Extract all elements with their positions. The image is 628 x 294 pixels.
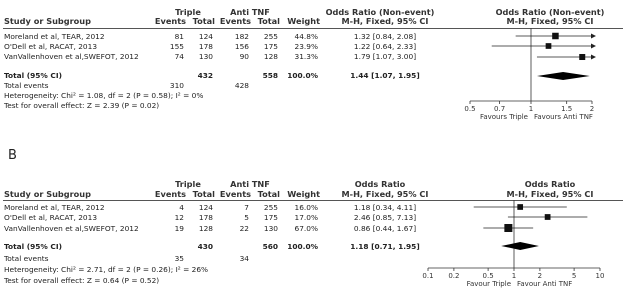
heterogeneity-text: Heterogeneity: Chi² = 2.71, df = 2 (P = 0.26); I² = 26% <box>4 265 209 274</box>
total2-header: Total <box>257 16 280 26</box>
weight: 44.8% <box>294 32 318 41</box>
overall-effect-text: Test for overall effect: Z = 2.39 (P = 0.02) <box>4 101 160 110</box>
total1-sum: 430 <box>197 242 213 251</box>
total-weight: 100.0% <box>287 71 318 80</box>
overall-effect-text: Test for overall effect: Z = 0.64 (P = 0.52) <box>4 276 160 285</box>
total2-header: Total <box>257 189 280 199</box>
or-column-title: Odds Ratio <box>354 179 406 189</box>
events2: 90 <box>239 52 249 61</box>
x-tick-label: 0.5 <box>464 105 476 113</box>
x-tick-label: 1.5 <box>561 105 573 113</box>
total1: 128 <box>198 224 213 233</box>
x-tick-label: 0.1 <box>422 272 434 280</box>
pooled-diamond <box>537 72 590 80</box>
odds-ratio-ci: 2.46 [0.85, 7.13] <box>353 213 417 222</box>
study-point <box>517 204 523 210</box>
events1-header: Events <box>154 189 186 199</box>
group2-label: Anti TNF <box>230 7 270 17</box>
weight-header: Weight <box>287 16 320 26</box>
study-name: O'Dell et al, RACAT, 2013 <box>4 213 98 222</box>
study-name: Moreland et al, TEAR, 2012 <box>4 32 105 41</box>
total2: 255 <box>263 203 278 212</box>
study-name: Moreland et al, TEAR, 2012 <box>4 203 105 212</box>
ci-arrow <box>591 44 596 49</box>
study-name: O'Dell et al, RACAT, 2013 <box>4 42 98 51</box>
study-point <box>579 54 585 60</box>
favours-right-label: Favour Anti TNF <box>517 280 573 288</box>
total1-sum: 432 <box>197 71 213 80</box>
total-label: Total (95% CI) <box>4 242 62 251</box>
weight: 17.0% <box>294 213 318 222</box>
group1-label: Triple <box>175 179 201 189</box>
odds-ratio-ci: 1.22 [0.64, 2.33] <box>353 42 417 51</box>
x-tick-label: 2 <box>589 105 595 113</box>
favours-right-label: Favours Anti TNF <box>534 113 593 121</box>
total1-header: Total <box>192 16 215 26</box>
events2-header: Events <box>219 189 251 199</box>
events1: 155 <box>169 42 184 51</box>
odds-ratio-ci: 1.79 [1.07, 3.00] <box>353 52 417 61</box>
events2: 7 <box>244 203 249 212</box>
events1: 12 <box>174 213 184 222</box>
ci-arrow <box>591 55 596 60</box>
x-tick-label: 5 <box>571 272 577 280</box>
study-point <box>546 43 552 49</box>
forest-plot-b <box>420 198 625 292</box>
study-column-header: Study or Subgroup <box>4 16 92 26</box>
events1: 4 <box>179 203 184 212</box>
group1-label: Triple <box>175 7 201 17</box>
or-column-title: Odds Ratio (Non-event) <box>325 7 435 17</box>
total-events-label: Total events <box>4 81 49 90</box>
total-events2: 34 <box>239 254 249 263</box>
events1-header: Events <box>154 16 186 26</box>
study-name: VanVallenhoven et al,SWEFOT, 2012 <box>4 224 139 233</box>
events2-header: Events <box>219 16 251 26</box>
events2: 5 <box>244 213 249 222</box>
weight: 16.0% <box>294 203 318 212</box>
total-label: Total (95% CI) <box>4 71 62 80</box>
pooled-ci: 1.18 [0.71, 1.95] <box>350 242 420 251</box>
total2: 175 <box>263 213 278 222</box>
events1: 19 <box>174 224 184 233</box>
study-point <box>545 214 551 220</box>
total1: 130 <box>198 52 213 61</box>
total-events-label: Total events <box>4 254 49 263</box>
x-tick-label: 2 <box>537 272 543 280</box>
x-tick-label: 10 <box>595 272 605 280</box>
plot-title: Odds Ratio (Non-event) <box>495 7 605 17</box>
weight: 67.0% <box>294 224 318 233</box>
total1: 124 <box>198 32 213 41</box>
total1-header: Total <box>192 189 215 199</box>
events2: 156 <box>234 42 249 51</box>
weight: 31.3% <box>294 52 318 61</box>
study-point <box>552 33 559 40</box>
ci-arrow <box>591 34 596 39</box>
total-weight: 100.0% <box>287 242 318 251</box>
weight: 23.9% <box>294 42 318 51</box>
panel-label-b: B <box>8 148 17 163</box>
x-tick-label: 1 <box>511 272 517 280</box>
total2-sum: 560 <box>262 242 278 251</box>
pooled-ci: 1.44 [1.07, 1.95] <box>350 71 420 80</box>
total-events1: 35 <box>174 254 184 263</box>
total2: 175 <box>263 42 278 51</box>
events2: 182 <box>234 32 249 41</box>
plot-title: Odds Ratio <box>524 179 576 189</box>
total1: 178 <box>198 213 213 222</box>
total-events1: 310 <box>169 81 184 90</box>
favours-left-label: Favour Triple <box>466 280 511 288</box>
plot-subtitle: M-H, Fixed, 95% CI <box>506 189 594 199</box>
events1: 74 <box>174 52 184 61</box>
or-column-subtitle: M-H, Fixed, 95% CI <box>341 189 429 199</box>
study-column-header: Study or Subgroup <box>4 189 92 199</box>
total2-sum: 558 <box>262 71 278 80</box>
plot-subtitle: M-H, Fixed, 95% CI <box>506 16 594 26</box>
total2: 128 <box>263 52 278 61</box>
favours-left-label: Favours Triple <box>479 113 528 121</box>
total2: 130 <box>263 224 278 233</box>
or-column-subtitle: M-H, Fixed, 95% CI <box>341 16 429 26</box>
x-tick-label: 0.2 <box>448 272 460 280</box>
events1: 81 <box>174 32 184 41</box>
study-point <box>504 224 512 232</box>
odds-ratio-ci: 1.32 [0.84, 2.08] <box>353 32 417 41</box>
odds-ratio-ci: 0.86 [0.44, 1.67] <box>353 224 417 233</box>
x-tick-label: 0.5 <box>482 272 494 280</box>
total1: 124 <box>198 203 213 212</box>
study-name: VanVallenhoven et al,SWEFOT, 2012 <box>4 52 139 61</box>
events2: 22 <box>239 224 249 233</box>
total1: 178 <box>198 42 213 51</box>
total2: 255 <box>263 32 278 41</box>
total-events2: 428 <box>234 81 249 90</box>
x-tick-label: 0.7 <box>494 105 506 113</box>
group2-label: Anti TNF <box>230 179 270 189</box>
weight-header: Weight <box>287 189 320 199</box>
forest-plot-a <box>440 26 625 126</box>
pooled-diamond <box>501 242 539 250</box>
odds-ratio-ci: 1.18 [0.34, 4.11] <box>353 203 417 212</box>
heterogeneity-text: Heterogeneity: Chi² = 1.08, df = 2 (P = 0.58); I² = 0% <box>4 91 204 100</box>
x-tick-label: 1 <box>528 105 534 113</box>
